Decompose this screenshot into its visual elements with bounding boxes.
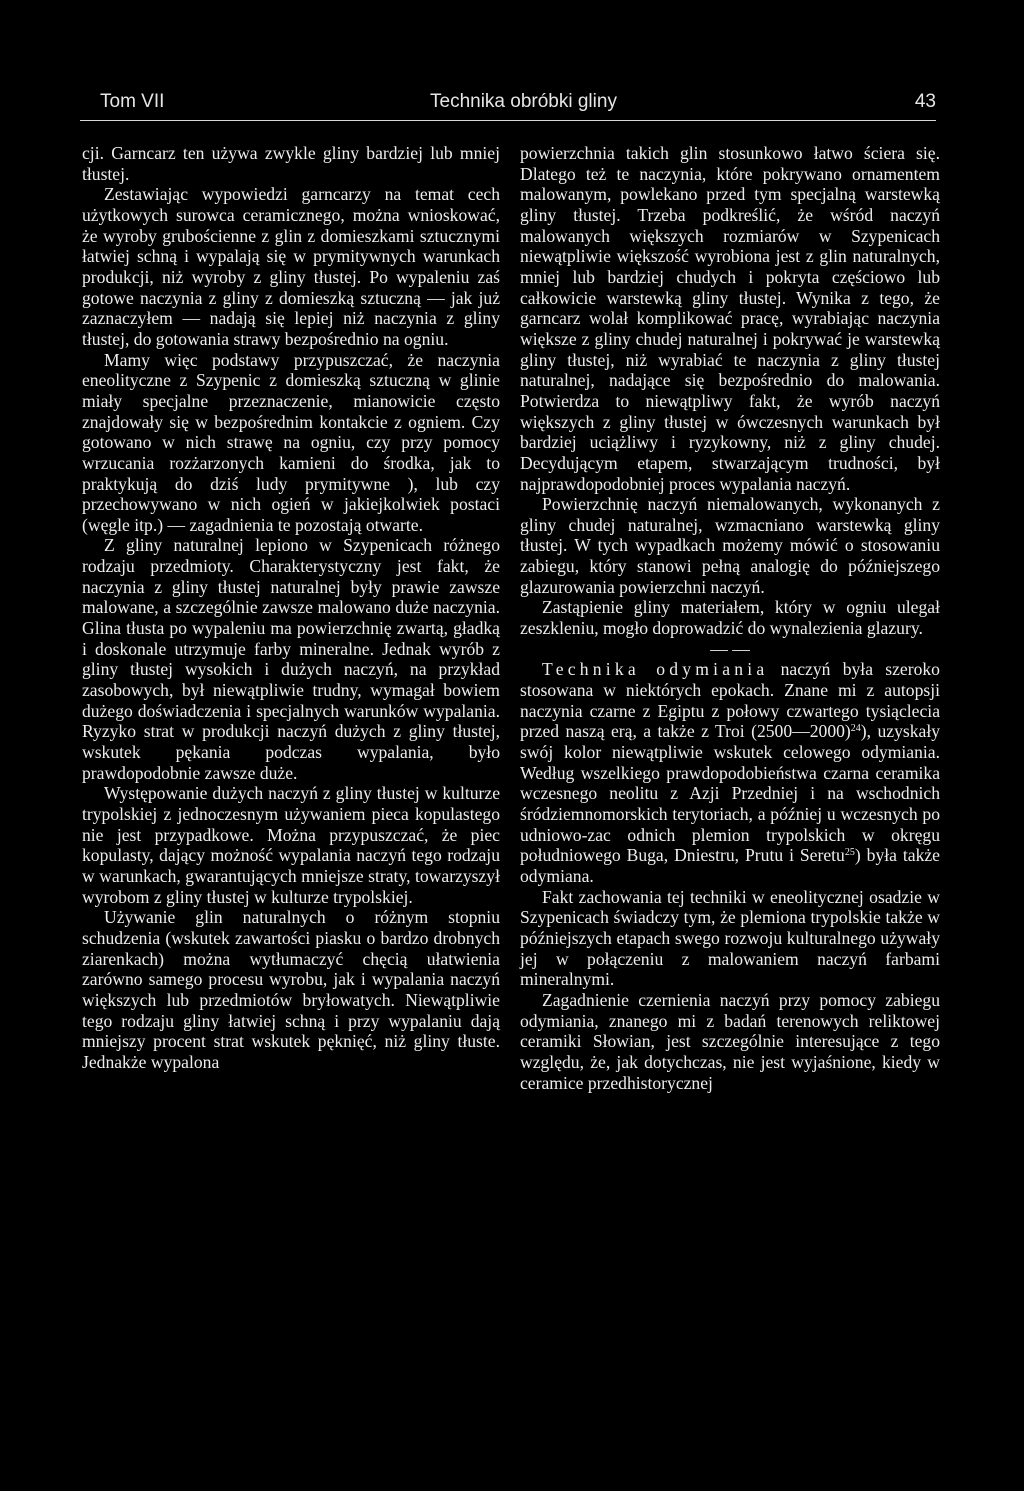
paragraph: Występowanie dużych naczyń z gliny tłustej w kulturze trypolskiej z jednoczesnym używaniem pieca kopulastego nie jest przypadkowe. Można przypuszczać, że piec kopulasty, dający możność wypalania naczyń tego rodzaju w warunkach, gwarantujących mniejsze straty, towarzyszył wyrobom z gliny tłustej w kulturze trypolskiej. <box>82 783 500 907</box>
paragraph <box>520 659 940 886</box>
paragraph: Powierzchnię naczyń niemalowanych, wykonanych z gliny chudej naturalnej, wzmacniano warstewką gliny tłustej. W tych wypadkach możemy mówić o stosowaniu zabiegu, który stanowi pełną analogię do późniejszego glazurowania powierzchni naczyń. <box>520 494 940 597</box>
paragraph: cji. Garncarz ten używa zwykle gliny bardziej lub mniej tłustej. <box>82 143 500 184</box>
section-separator: — — <box>710 638 750 659</box>
section-title: Technika obróbki gliny <box>430 91 617 112</box>
paragraph-text: naczyń była szeroko stosowana w niektórych epokach. Znane mi z autopsji naczynia czarne z Egiptu z połowy czwartego tysiąclecia przed naszą erą, a także z Troi (2500—2000) <box>520 659 940 742</box>
paragraph: powierzchnia takich glin stosunkowo łatwo ściera się. Dlatego też te naczynia, które pokrywano ornamentem malowanym, powlekano przed tym specjalną warstewką gliny tłustej. Trzeba podkreślić, że wśród naczyń malowanych większych rozmiarów w Szypenicach niewątpliwie większość wyrobiona jest z glin naturalnych, mniej lub bardziej chudych i pokryta częściowo lub całkowicie warstewką gliny tłustej. Wynika z tego, że garncarz wolał komplikować pracę, wyrabiając naczynia większe z gliny chudej naturalnej i pokrywać je warstewką gliny tłustej, niż wyrabiać te naczynia z gliny tłustej naturalnej, nadające się bezpośrednio do malowania. Potwierdza to niewątpliwy fakt, że wyrób naczyń większych z gliny tłustej w ówczesnych warunkach był bardziej uciążliwy i ryzykowny, niż z gliny chudej. Decydującym etapem, stwarzającym trudności, był najprawdopodobniej proces wypalania naczyń. <box>520 143 940 494</box>
paragraph: Zastąpienie gliny materiałem, który w ogniu ulegał zeszkleniu, mogło doprowadzić do wynalezienia glazury. <box>520 597 940 639</box>
right-column <box>520 143 940 1093</box>
paragraph: Zestawiając wypowiedzi garncarzy na temat cech użytkowych surowca ceramicznego, można wnioskować, że wyroby grubościenne z glin z domieszkami sztucznymi łatwiej schną i wypalają się w prymitywnych warunkach produkcji, niż wyroby z gliny tłustej. Po wypaleniu zaś gotowe naczynia z gliny z domieszką sztuczną — jak już zaznaczyłem — nadają się lepiej niż naczynia z gliny tłustej, do gotowania strawy bezpośrednio na ogniu. <box>82 184 500 349</box>
left-column <box>82 143 500 1073</box>
running-header <box>80 90 936 121</box>
paragraph: Fakt zachowania tej techniki w eneolitycznej osadzie w Szypenicach świadczy tym, że plemiona trypolskie także w późniejszych etapach swego rozwoju kulturalnego używały jej w połączeniu z malowaniem naczyń farbami mineralnymi. <box>520 886 940 990</box>
paragraph: Zagadnienie czernienia naczyń przy pomocy zabiegu odymiania, znanego mi z badań terenowych reliktowej ceramiki Słowian, jest szczególnie interesujące z tego względu, że, jak dotychczas, nie jest wyjaśnione, kiedy w ceramice przedhistorycznej <box>520 989 940 1093</box>
volume-label: Tom VII <box>100 91 165 112</box>
paragraph-text: ), uzyskały swój kolor niewątpliwie wskutek celowego odymiania. Według wszelkiego prawdopodobieństwa czarna ceramika wczesnego neolitu z Azji Przedniej i na wschodnich śródziemnomorskich terytoriach, a później u wczesnych po udniowo-zac odnich plemion trypolskich w okręgu południowego Buga, Dniestru, Prutu i Seretu <box>520 721 941 866</box>
paragraph: Używanie glin naturalnych o różnym stopniu schudzenia (wskutek zawartości piasku o bardzo drobnych ziarenkach) można wytłumaczyć chęcią ułatwienia zarówno samego procesu wyrobu, jak i wypalania naczyń większych lub przedmiotów bryłowatych. Niewątpliwie tego rodzaju gliny łatwiej schną i przy wypalaniu dają mniejszy procent strat wskutek pęknięć, niż gliny tłuste. Jednakże wypalona <box>82 907 500 1072</box>
footnote-ref: 24 <box>850 723 861 735</box>
paragraph: Mamy więc podstawy przypuszczać, że naczynia eneolityczne z Szypenic z domieszką sztuczną w glinie miały specjalne przeznaczenie, mianowicie często znajdowały się w bezpośrednim kontakcie z ogniem. Czy gotowano w nich strawę na ogniu, czy przy pomocy wrzucania rozżarzonych kamieni do środka, jak to praktykują do dziś ludy prymitywne ), lub czy przechowywano w nich ogień w jakiejkolwiek postaci (węgle itp.) — zagadnienia te pozostają otwarte. <box>82 349 500 535</box>
paragraph: Z gliny naturalnej lepiono w Szypenicach różnego rodzaju przedmioty. Charakterystyczny jest fakt, że naczynia z gliny tłustej naturalnej były prawie zawsze malowane, a szczególnie zawsze malowano duże naczynia. Glina tłusta po wypaleniu ma powierzchnię zwartą, gładką i doskonale utrzymuje farby mineralne. Jednak wyrób z gliny tłustej wysokich i dużych naczyń, na przykład zasobowych, był niewątpliwie trudny, wymagał bowiem dużego doświadczenia i specjalnych warunków wypalania. Ryzyko strat w produkcji naczyń dużych z gliny tłustej, wskutek pękania podczas wypalania, było prawdopodobnie zawsze duże. <box>82 535 500 783</box>
page-number: 43 <box>914 91 936 112</box>
paragraph-text: ) była także odymiana. <box>520 845 940 886</box>
footnote-ref: 25 <box>844 847 855 859</box>
spaced-emphasis: Technika odymiania <box>542 659 769 680</box>
